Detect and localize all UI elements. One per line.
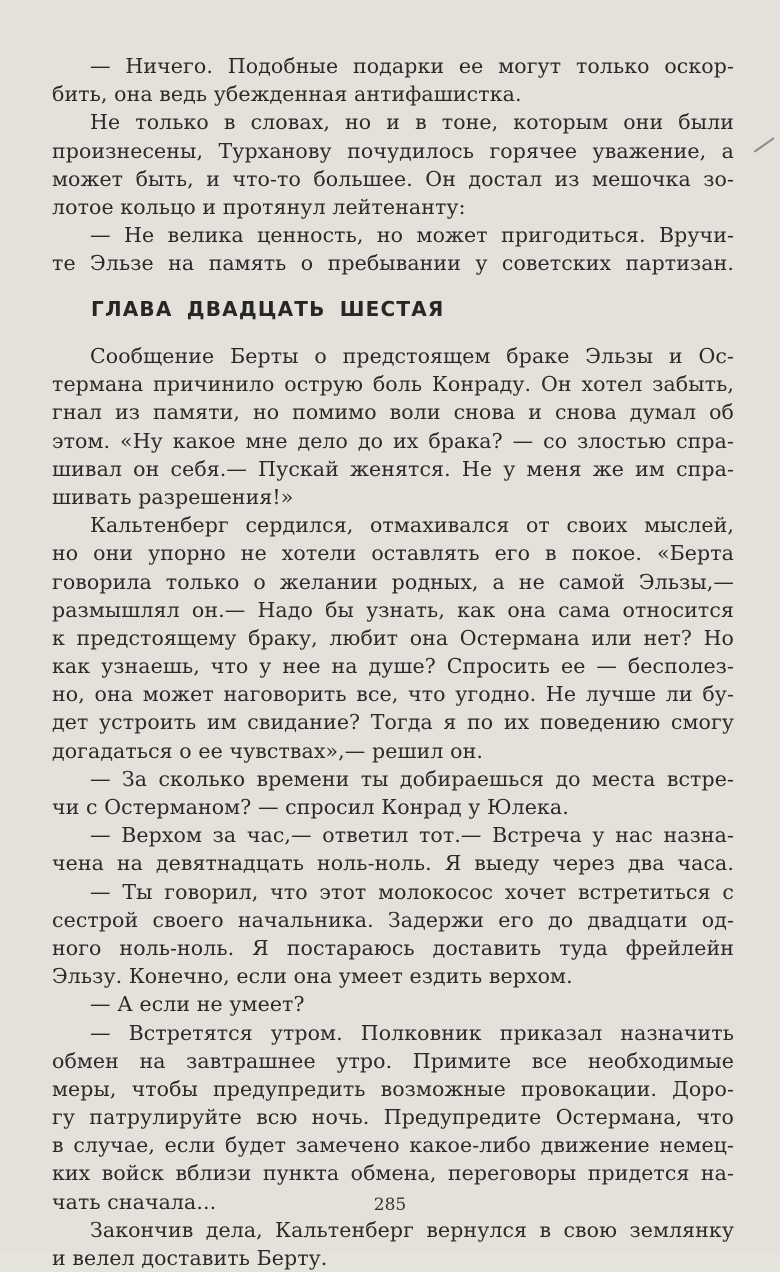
text-line: дет устроить им свидание? Тогда я по их поведению смогу [52, 710, 734, 735]
text-line: — Ты говорил, что этот молокосос хочет встретиться с [90, 879, 734, 904]
page-number: 285 [373, 1195, 407, 1215]
text-line: в случае, если будет замечено какое-либо движение немец- [52, 1133, 734, 1158]
text-line: Эльзу. Конечно, если она умеет ездить верхом. [52, 964, 573, 989]
text-block-chapter [52, 342, 734, 1272]
text-line: чать сначала... [52, 1189, 217, 1214]
text-line: — Ничего. Подобные подарки ее могут только оскор- [90, 54, 734, 78]
text-line: чена на девятнадцать ноль-ноль. Я выеду через два часа. [52, 851, 734, 876]
text-line: Сообщение Берты о предстоящем браке Эльзы и Ос- [90, 344, 734, 368]
text-line: меры, чтобы предупредить возможные провокации. Доро- [52, 1076, 734, 1101]
text-line: чи с Остерманом? — спросил Конрад у Юлека. [52, 795, 569, 819]
text-line: — Верхом за час,— ответил тот.— Встреча у нас назна- [90, 823, 734, 848]
text-line: термана причинило острую боль Конраду. Он хотел забыть, [52, 372, 734, 397]
text-line: те Эльзе на память о пребывании у советских партизан. [52, 251, 734, 276]
text-line: но, она может наговорить все, что угодно. Не лучше ли бу- [52, 682, 734, 707]
text-line: может быть, и что-то большее. Он достал из мешочка зо- [52, 166, 734, 191]
text-line: сестрой своего начальника. Задержи его до двадцати од- [52, 907, 734, 932]
text-line: гнал из памяти, но помимо воли снова и снова думал об [52, 400, 734, 425]
text-block-top [52, 52, 734, 278]
text-line: как узнаешь, что у нее на душе? Спросить ее — бесполез- [52, 654, 734, 679]
text-line: к предстоящему браку, любит она Остермана или нет? Но [52, 625, 734, 650]
text-line: гу патрулируйте всю ночь. Предупредите Остермана, что [52, 1105, 734, 1130]
text-line: — А если не умеет? [90, 992, 305, 1017]
text-line: ного ноль-ноль. Я постараюсь доставить туда фрейлейн [52, 935, 734, 960]
text-line: догадаться о ее чувствах»,— решил он. [52, 738, 483, 763]
text-line: говорила только о желании родных, а не самой Эльзы,— [52, 569, 734, 594]
chapter-heading: ГЛАВА ДВАДЦАТЬ ШЕСТАЯ [91, 297, 445, 321]
text-line: — Встретятся утром. Полковник приказал назначить [90, 1020, 734, 1045]
text-line: шивать разрешения!» [52, 484, 294, 509]
text-line: — За сколько времени ты добираешься до места встре- [90, 766, 734, 791]
text-line: ких войск вблизи пункта обмена, переговоры придется на- [52, 1161, 734, 1186]
text-line: Закончив дела, Кальтенберг вернулся в свою землянку [90, 1217, 734, 1242]
text-line: Не только в словах, но и в тоне, которым они были [90, 110, 734, 135]
text-line: и велел доставить Берту. [52, 1246, 328, 1270]
text-line: Кальтенберг сердился, отмахивался от своих мыслей, [90, 513, 734, 538]
text-line: шивал он себя.— Пускай женятся. Не у меня же им спра- [52, 456, 734, 481]
margin-pencil-mark [754, 137, 775, 152]
text-line: произнесены, Турханову почудилось горячее уважение, а [52, 138, 734, 163]
text-line: обмен на завтрашнее утро. Примите все необходимые [52, 1048, 734, 1073]
text-line: этом. «Ну какое мне дело до их брака? — со злостью спра- [52, 428, 734, 453]
text-line: размышлял он.— Надо бы узнать, как она сама относится [52, 597, 734, 622]
text-line: но они упорно не хотели оставлять его в покое. «Берта [52, 541, 734, 566]
text-line: бить, она ведь убежденная антифашистка. [52, 82, 522, 107]
text-line: лотое кольцо и протянул лейтенанту: [52, 194, 466, 219]
text-line: — Не велика ценность, но может пригодиться. Вручи- [90, 223, 734, 248]
